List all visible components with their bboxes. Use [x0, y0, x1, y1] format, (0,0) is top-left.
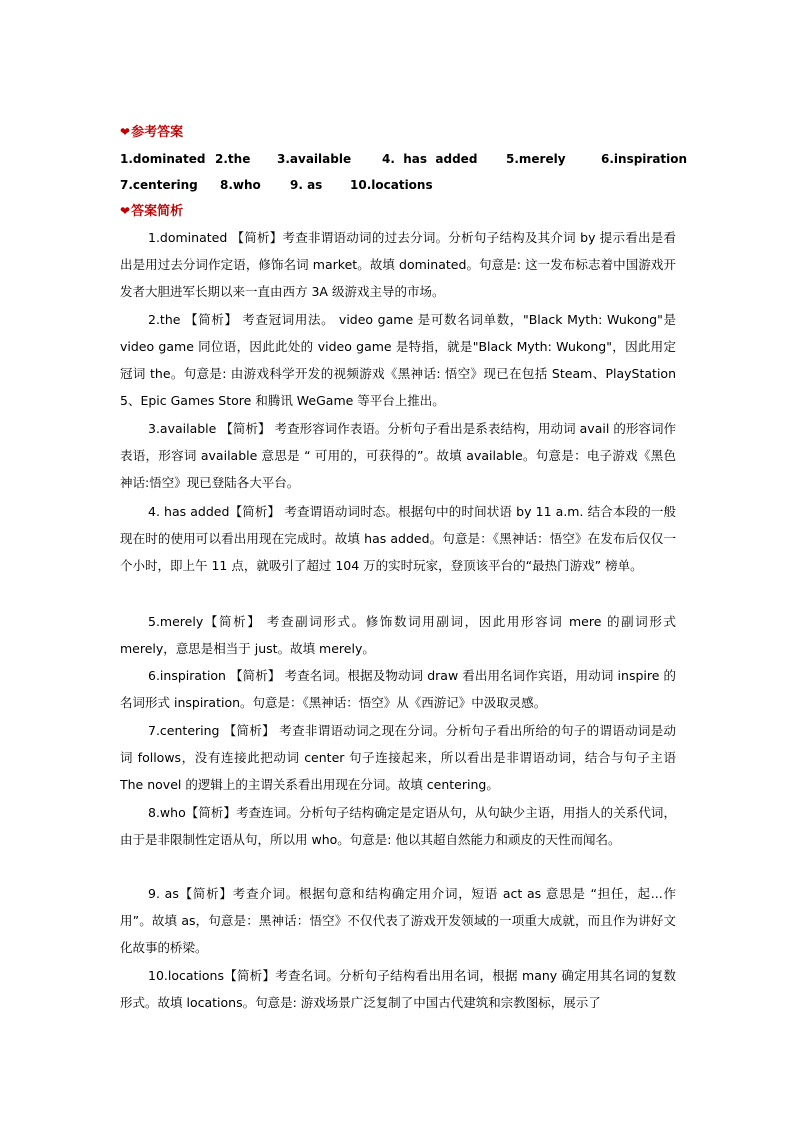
answer-item: 7.centering [120, 178, 198, 192]
answer-item: 2.the [215, 152, 251, 166]
answer-item: 8.who [220, 178, 261, 192]
analysis-paragraph-10: 10.locations【简析】考查名词。分析句子结构看出用名词，根据 many 确定用其名词的复数形式。故填 locations。句意是: 游戏场景广泛复制了中国古代建筑和宗教图标，展示了 [120, 968, 676, 1010]
answer-item: 9. as [290, 178, 323, 192]
analysis-paragraph-1: 1.dominated 【简析】考查非谓语动词的过去分词。分析句子结构及其介词 by 提示看出是看出是用过去分词作定语，修饰名词 market。故填 dominated。句意是: 这一发布标志着中国游戏开发者大胆进军长期以来一直由西方 3A 级游戏主导的市场。 [120, 230, 676, 299]
answer-item: 6.inspiration [601, 152, 688, 166]
answer-item: 3.available [277, 152, 352, 166]
analysis-paragraph-7: 7.centering 【简析】 考查非谓语动词之现在分词。分析句子看出所给的句子的谓语动词是动词 follows，没有连接此把动词 center 句子连接起来，所以看出是非谓语动词，结合与句子主语 The novel 的逻辑上的主谓关系看出用现在分词。故填 centering。 [120, 723, 676, 792]
analysis-paragraph-3: 3.available 【简析】 考查形容词作表语。分析句子看出是系表结构，用动词 avail 的形容词作表语，形容词 available 意思是 “ 可用的，可获得的”。故填 available。句意是：电子游戏《黑色神话:悟空》现已登陆各大平台。 [120, 421, 676, 490]
answer-item: 10.locations [350, 178, 433, 192]
analysis-paragraph-6: 6.inspiration 【简析】 考查名词。根据及物动词 draw 看出用名词作宾语，用动词 inspire 的名词形式 inspiration。句意是：《黑神话：悟空》从《西游记》中汲取灵感。 [120, 668, 676, 710]
answers-heading-text: 参考答案 [131, 125, 184, 140]
analysis-paragraph-8: 8.who【简析】考查连词。分析句子结构确定是定语从句，从句缺少主语，用指人的关系代词，由于是非限制性定语从句，所以用 who。句意是: 他以其超自然能力和顽皮的天性而闻名。 [120, 805, 676, 847]
answers-heading [120, 124, 183, 141]
analysis-paragraph-5: 5.merely【简析】 考查副词形式。修饰数词用副词，因此用形容词 mere 的副词形式 merely，意思是相当于 just。故填 merely。 [120, 614, 676, 656]
answer-row-1 [120, 151, 688, 177]
answer-key [120, 151, 688, 203]
answer-item: 4. has added [382, 152, 478, 166]
answer-item: 5.merely [506, 152, 566, 166]
heart-icon: ❤ [120, 204, 131, 218]
analysis-heading-text: 答案简析 [131, 204, 184, 219]
heart-icon: ❤ [120, 125, 131, 139]
analysis-paragraph-9: 9. as【简析】考查介词。根据句意和结构确定用介词，短语 act as 意思是 “担任，起...作用”。故填 as，句意是：黑神话：悟空》不仅代表了游戏开发领域的一项重大成就，而且作为讲好文化故事的桥梁。 [120, 886, 676, 955]
analysis-heading [120, 203, 183, 220]
answer-item: 1.dominated [120, 152, 206, 166]
analysis-paragraph-2: 2.the 【简析】 考查冠词用法。 video game 是可数名词单数，"Black Myth: Wukong"是 video game 同位语，因此此处的 video game 是特指，就是"Black Myth: Wukong"，因此用定冠词 the。句意是: 由游戏科学开发的视频游戏《黑神话: 悟空》现已在包括 Steam、PlayStation 5、Epic Games Store 和腾讯 WeGame 等平台上推出。 [120, 312, 676, 408]
analysis-paragraph-4: 4. has added【简析】 考查谓语动词时态。根据句中的时间状语 by 11 a.m. 结合本段的一般现在时的使用可以看出用现在完成时。故填 has added。句意是：《黑神话：悟空》在发布后仅仅一个小时，即上午 11 点，就吸引了超过 104 万的实时玩家，登顶该平台的“最热门游戏” 榜单。 [120, 504, 676, 573]
answer-row-2 [120, 177, 680, 203]
